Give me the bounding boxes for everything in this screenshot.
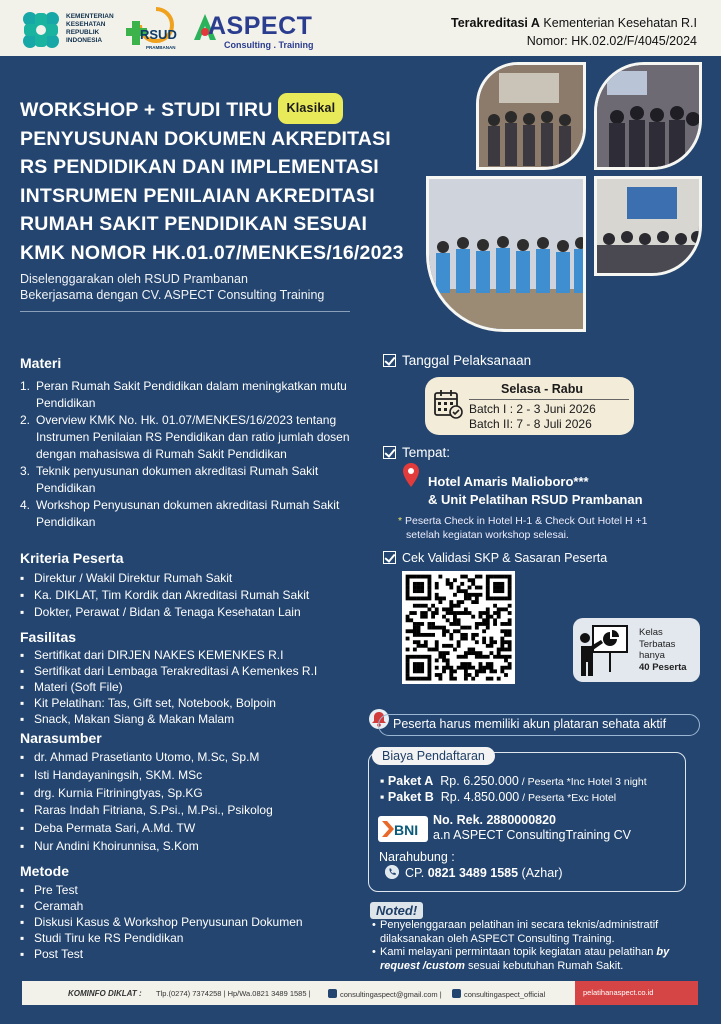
list-item — [20, 412, 370, 463]
svg-text:RSUD: RSUD — [140, 27, 177, 42]
list-item: ▪ Diskusi Kasus & Workshop Penyusunan Dokumen — [20, 915, 303, 929]
tanggal-label: Tanggal Pelaksanaan — [402, 353, 532, 368]
item-text: Sertifikat dari DIRJEN NAKES KEMENKES R.I — [34, 648, 284, 662]
list-item: ▪ Snack, Makan Siang & Makan Malam — [20, 712, 235, 726]
item-number: 2. — [20, 413, 31, 427]
narahubung-label: Narahubung : — [379, 850, 455, 864]
item-text: Direktur / Wakil Direktur Rumah Sakit — [34, 571, 233, 585]
validasi-label: Cek Validasi SKP & Sasaran Peserta — [402, 551, 608, 565]
list-item: ▪ Materi (Soft File) — [20, 680, 123, 694]
klasikal-badge: Klasikal — [278, 93, 343, 124]
metode-list — [20, 882, 375, 962]
header-bar — [0, 0, 721, 56]
accred-bold: Terakreditasi A — [451, 16, 540, 30]
list-item: ▪ Sertifikat dari Lembaga Terakreditasi A Kemenkes R.I — [20, 664, 318, 678]
metode-heading: Metode — [20, 863, 69, 879]
event-photo — [476, 62, 586, 170]
item-number: 3. — [20, 464, 31, 478]
item-text: drg. Kurnia Fitriningtyas, Sp.KG — [34, 785, 203, 800]
date-box — [425, 377, 634, 435]
event-photo — [594, 62, 702, 170]
noted-item — [372, 946, 702, 973]
noted-item: • Penyelenggaraan pelatihan ini secara teknis/administratif dilaksanakan oleh ASPECT Consulting Training. — [372, 919, 702, 946]
list-item: ▪ drg. Kurnia Fitriningtyas, Sp.KG — [20, 785, 203, 800]
calendar-icon — [433, 389, 463, 419]
kelas-line: Kelas — [639, 627, 663, 638]
item-text: Workshop Penyusunan dokumen akreditasi Rumah Sakit Pendidikan — [36, 498, 340, 529]
footer-instagram[interactable] — [452, 989, 545, 999]
bni-logo-icon — [378, 816, 428, 842]
list-item: ▪ Deba Permata Sari, A.Md. TW — [20, 821, 196, 836]
materi-list — [20, 378, 370, 531]
email-text: consultingaspect@gmail.com | — [340, 990, 442, 999]
kemkes-line: REPUBLIK — [66, 29, 100, 36]
presentation-icon — [575, 622, 631, 678]
aspect-tagline: Consulting . Training — [224, 40, 314, 50]
paket-a: ▪ Paket A Rp. 6.250.000 / Peserta *Inc Hotel 3 night — [380, 774, 647, 788]
aspect-logo — [194, 8, 314, 52]
checkbox-icon — [383, 354, 396, 367]
item-text: Materi (Soft File) — [34, 680, 123, 694]
kriteria-list — [20, 570, 370, 621]
checkin-note: * Peserta Check in Hotel H-1 & Check Out Hotel H +1 setelah kegiatan workshop selesai. — [398, 515, 648, 541]
paket-a-price: Rp. 6.250.000 — [440, 774, 519, 788]
item-text: Isti Handayaningsih, SKM. MSc — [34, 767, 203, 782]
instagram-icon — [452, 989, 461, 998]
tanggal-heading — [383, 353, 531, 368]
item-text: Snack, Makan Siang & Makan Malam — [34, 712, 235, 726]
footer-email[interactable] — [328, 989, 442, 999]
kelas-line: Terbatas — [639, 638, 676, 650]
paket-b-label: Paket B — [387, 790, 434, 804]
tempat-heading — [383, 445, 450, 460]
kemkes-line: KESEHATAN — [66, 21, 106, 28]
item-text: Sertifikat dari Lembaga Terakreditasi A Kemenkes R.I — [34, 664, 318, 678]
kemkes-line: KEMENTERIAN — [66, 13, 114, 20]
organizer-line-1: Diselenggarakan oleh RSUD Prambanan — [20, 272, 248, 286]
checkbox-icon — [383, 446, 396, 459]
kelas-count: 40 Peserta — [639, 661, 687, 673]
paket-b: ▪ Paket B Rp. 4.850.000 / Peserta *Exc Hotel — [380, 790, 617, 804]
paket-b-price: Rp. 4.850.000 — [440, 790, 520, 804]
akun-notice: Peserta harus memiliki akun plataran sehata aktif — [378, 714, 700, 736]
account-number: No. Rek. 2880000820 — [433, 813, 557, 827]
list-item: ▪ Sertifikat dari DIRJEN NAKES KEMENKES R.I — [20, 648, 284, 662]
item-text: Nur Andini Khoirunnisa, S.Kom — [34, 838, 199, 853]
bank-account — [433, 813, 631, 843]
title-line-6: KMK NOMOR HK.01.07/MENKES/16/2023 — [20, 241, 404, 264]
kemkes-text — [66, 13, 126, 45]
title-line-1: WORKSHOP + STUDI TIRU — [20, 99, 273, 121]
cp-number: 0821 3489 1585 — [427, 866, 519, 880]
footer-website[interactable]: pelatihanaspect.co.id — [575, 981, 698, 1005]
note-line-2: setelah kegiatan workshop selesai. — [406, 529, 569, 541]
whatsapp-phone-icon — [385, 865, 399, 879]
organizer-text — [20, 271, 324, 303]
accred-number: Nomor: HK.02.02/F/4045/2024 — [526, 34, 697, 48]
cp-name: (Azhar) — [518, 866, 563, 880]
item-text: Ceramah — [34, 899, 84, 913]
paket-a-label: Paket A — [387, 774, 434, 788]
noted-tag: Noted! — [370, 902, 423, 919]
item-text: Overview KMK No. Hk. 01.07/MENKES/16/2023 tentang Instrumen Penilaian RS Pendidikan dan ratio jumlah dosen dengan mahasiswa di Rumah Sakit Pendidikan — [36, 413, 350, 461]
contact-person[interactable] — [405, 866, 563, 880]
kelas-terbatas-box — [573, 618, 700, 682]
hotel-line-1: Hotel Amaris Malioboro*** — [428, 474, 589, 489]
batch-2: Batch II: 7 - 8 Juli 2026 — [469, 417, 592, 431]
footer-phone[interactable]: Tlp.(0274) 7374258 | Hp/Wa.0821 3489 1585 | — [156, 989, 311, 998]
list-item — [20, 463, 370, 497]
noted-emphasis: by request /custom — [380, 946, 670, 972]
item-text: Teknik penyusunan dokumen akreditasi Rumah Sakit Pendidikan — [36, 464, 319, 495]
list-item: ▪ Dokter, Perawat / Bidan & Tenaga Kesehatan Lain — [20, 605, 301, 619]
account-name: a.n ASPECT ConsultingTraining CV — [433, 828, 632, 842]
rsud-sub-label: PRAMBANAN — [146, 45, 176, 50]
list-item — [20, 378, 370, 412]
item-text: dr. Ahmad Prasetianto Utomo, M.Sc, Sp.M — [34, 750, 260, 764]
event-photo — [594, 176, 702, 276]
kelas-line: hanya — [639, 650, 665, 661]
item-text: Raras Indah Fitriana, S.Psi., M.Psi., Psikolog — [34, 803, 273, 818]
batch-1: Batch I : 2 - 3 Juni 2026 — [469, 402, 596, 416]
list-item: ▪ Raras Indah Fitriana, S.Psi., M.Psi., Psikolog — [20, 803, 273, 818]
item-text: Ka. DIKLAT, Tim Kordik dan Akreditasi Rumah Sakit — [34, 588, 310, 602]
list-item: ▪ Ceramah — [20, 899, 84, 913]
aspect-wordmark: ASPECT — [208, 12, 313, 40]
accreditation-info — [451, 14, 697, 50]
bni-text: BNI — [394, 822, 419, 838]
noted-text: Kami melayani permintaan topik kegiatan atau pelatihan — [380, 946, 657, 958]
title-block — [20, 93, 430, 267]
biaya-heading: Biaya Pendaftaran — [372, 747, 495, 765]
group-photo — [426, 176, 586, 332]
item-text: Studi Tiru ke RS Pendidikan — [34, 931, 184, 945]
noted-text: sesuai kebutuhan Rumah Sakit. — [464, 959, 624, 972]
item-text: Pre Test — [34, 883, 78, 897]
item-number: 4. — [20, 498, 31, 512]
title-line-5: RUMAH SAKIT PENDIDIKAN SESUAI — [20, 213, 368, 235]
cp-label: CP. — [405, 866, 428, 880]
kominfo-label: KOMINFO DIKLAT : — [68, 989, 142, 998]
item-text: Post Test — [34, 947, 84, 961]
list-item: ▪ Isti Handayaningsih, SKM. MSc — [20, 767, 203, 782]
narasumber-heading: Narasumber — [20, 730, 102, 746]
list-item: ▪ Pre Test — [20, 883, 78, 897]
kemkes-logo-icon — [20, 9, 62, 51]
list-item: ▪ Kit Pelatihan: Tas, Gift set, Notebook, Bolpoin — [20, 696, 276, 710]
kelas-text — [639, 627, 687, 673]
kemkes-line: INDONESIA — [66, 37, 103, 44]
kriteria-heading: Kriteria Peserta — [20, 550, 124, 566]
item-text: Peran Rumah Sakit Pendidikan dalam meningkatkan mutu Pendidikan — [36, 379, 347, 410]
item-number: 1. — [20, 379, 31, 393]
list-item: ▪ dr. Ahmad Prasetianto Utomo, M.Sc, Sp.M — [20, 750, 260, 764]
email-icon — [328, 989, 337, 998]
divider — [469, 399, 629, 400]
title-line-3: RS PENDIDIKAN DAN IMPLEMENTASI — [20, 156, 379, 178]
list-item: ▪ Direktur / Wakil Direktur Rumah Sakit — [20, 571, 233, 585]
note-line-1: Peserta Check in Hotel H-1 & Check Out Hotel H +1 — [402, 515, 648, 527]
paket-b-note: / Peserta *Exc Hotel — [519, 792, 617, 804]
qr-code[interactable] — [402, 571, 515, 684]
fasilitas-list — [20, 647, 375, 727]
footer-bar — [22, 981, 698, 1005]
narasumber-list — [20, 749, 375, 856]
item-text: Kit Pelatihan: Tas, Gift set, Notebook, Bolpoin — [34, 696, 276, 710]
location-pin-icon — [403, 463, 419, 487]
list-item: ▪ Post Test — [20, 947, 84, 961]
list-item: ▪ Nur Andini Khoirunnisa, S.Kom — [20, 838, 199, 853]
list-item: ▪ Ka. DIKLAT, Tim Kordik dan Akreditasi Rumah Sakit — [20, 588, 310, 602]
checkbox-icon — [383, 551, 396, 564]
hotel-line-2: & Unit Pelatihan RSUD Prambanan — [428, 492, 643, 507]
validasi-heading — [383, 551, 607, 565]
item-text: Deba Permata Sari, A.Md. TW — [34, 821, 196, 836]
fasilitas-heading: Fasilitas — [20, 629, 77, 645]
organizer-line-2: Bekerjasama dengan CV. ASPECT Consulting Training — [20, 288, 325, 302]
title-line-4: INTSRUMEN PENILAIAN AKREDITASI — [20, 184, 375, 207]
hotel-info — [428, 473, 643, 509]
paket-a-note: / Peserta *Inc Hotel 3 night — [518, 776, 647, 788]
accred-rest: Kementerian Kesehatan R.I — [539, 16, 697, 30]
materi-heading: Materi — [20, 355, 62, 371]
list-item: ▪ Studi Tiru ke RS Pendidikan — [20, 931, 184, 945]
title-line-2: PENYUSUNAN DOKUMEN AKREDITASI — [20, 127, 391, 150]
list-item — [20, 497, 370, 531]
item-text: Dokter, Perawat / Bidan & Tenaga Kesehatan Lain — [34, 605, 301, 619]
noted-list — [372, 919, 702, 973]
instagram-text: consultingaspect_official — [464, 990, 546, 999]
date-days: Selasa - Rabu — [501, 382, 583, 396]
item-text: Diskusi Kasus & Workshop Penyusunan Dokumen — [34, 915, 303, 929]
tempat-label: Tempat: — [402, 445, 451, 460]
divider — [20, 311, 350, 312]
